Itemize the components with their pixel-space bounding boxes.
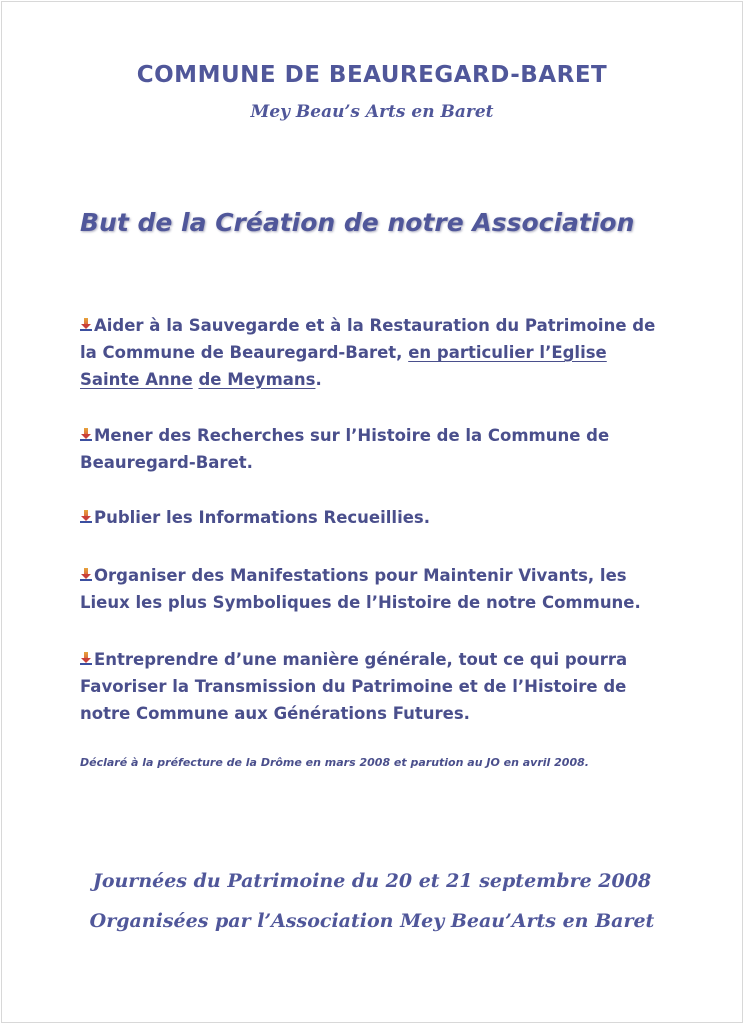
declaration-note: Déclaré à la préfecture de la Drôme en mars 2008 et parution au JO en avril 2008. [80,756,589,769]
goal-text-underlined: Sainte Anne [80,370,193,389]
goal-text: Aider à la Sauvegarde et à la Restauration du Patrimoine de [94,316,656,335]
goal-text: notre Commune aux Générations Futures. [80,704,470,723]
goal-text: Favoriser la Transmission du Patrimoine et de l’Histoire de [80,677,627,696]
footer-organizer: Organisées par l’Association Mey Beau’Arts en Baret [89,910,655,932]
goal-item [80,504,680,531]
goal-item [80,312,680,393]
header-subtitle: Mey Beau’s Arts en Baret [250,102,494,122]
goal-item [80,646,680,727]
arrow-bullet-icon [80,510,92,524]
goal-text: Entreprendre d’une manière générale, tout ce qui pourra [94,650,628,669]
arrow-bullet-icon [80,652,92,666]
goal-text-underlined: de Meymans [198,370,316,389]
goal-text: Beauregard-Baret. [80,453,253,472]
goal-item [80,562,680,616]
section-title: But de la Création de notre Association [80,208,635,237]
goal-text: Organiser des Manifestations pour Maintenir Vivants, les [94,566,627,585]
header-title: COMMUNE DE BEAUREGARD-BARET [136,62,608,88]
goal-text: Mener des Recherches sur l’Histoire de la Commune de [94,426,610,445]
goal-text: la Commune de Beauregard-Baret, [80,343,409,362]
goal-text: Lieux les plus Symboliques de l’Histoire de notre Commune. [80,593,641,612]
arrow-bullet-icon [80,318,92,332]
arrow-bullet-icon [80,568,92,582]
footer-event-title: Journées du Patrimoine du 20 et 21 septembre 2008 [92,870,652,892]
goal-text-underlined: en particulier l’Eglise [408,343,607,362]
goal-text: Publier les Informations Recueillies. [94,508,431,527]
goal-text: . [315,370,322,389]
goal-item [80,422,680,476]
arrow-bullet-icon [80,428,92,442]
